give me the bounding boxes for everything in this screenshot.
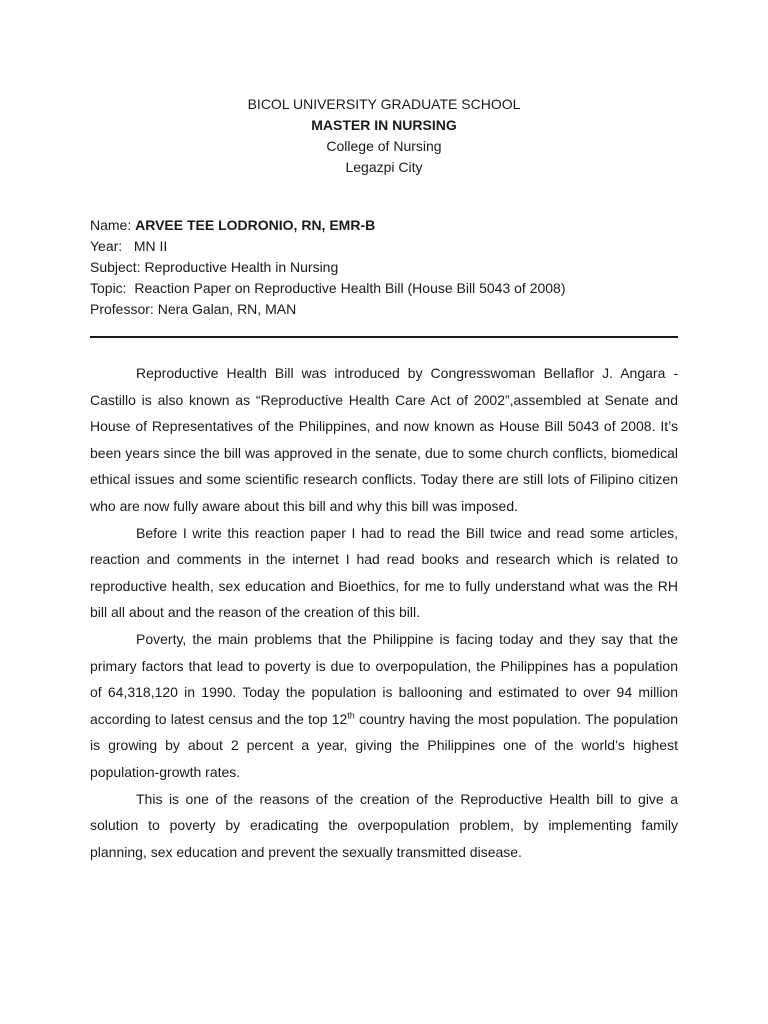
program-title: MASTER IN NURSING (311, 117, 457, 133)
reaction-paper-body (90, 360, 678, 865)
subject-value: Reproductive Health in Nursing (144, 259, 339, 275)
paragraph-3-text-a: Poverty, the main problems that the Philippine is facing today and they say that the primary factors that lead to poverty is due to overpopulation, the Philippines has a population of 64,318,120 in 1990. Today the population is ballooning and estimated to over 94 million according to latest census and the top 12 (90, 630, 678, 727)
professor-value: Nera Galan, RN, MAN (157, 301, 297, 317)
paragraph-2: Before I write this reaction paper I had to read the Bill twice and read some articles, reaction and comments in the internet I had read books and research which is related to reproductive health, sex education and Bioethics, for me to fully understand what was the RH bill all about and the reason of the creation of this bill. (90, 524, 678, 621)
year-value: MN II (133, 238, 168, 254)
document-header (0, 94, 768, 178)
name-row (90, 215, 566, 236)
institution-name: BICOL UNIVERSITY GRADUATE SCHOOL (247, 96, 521, 112)
professor-row (90, 299, 566, 320)
topic-label: Topic: (90, 280, 127, 296)
professor-label: Professor: (90, 301, 154, 317)
college-name: College of Nursing (326, 138, 442, 154)
topic-value: Reaction Paper on Reproductive Health Bill (House Bill 5043 of 2008) (134, 280, 566, 296)
subject-label: Subject: (90, 259, 141, 275)
year-row (90, 236, 566, 257)
horizontal-divider (90, 336, 678, 338)
topic-row (90, 278, 566, 299)
paragraph-3 (90, 626, 678, 786)
ordinal-superscript: th (347, 710, 355, 721)
name-label: Name: (90, 217, 132, 233)
city-name: Legazpi City (345, 159, 423, 175)
paragraph-1: Reproductive Health Bill was introduced by Congresswoman Bellaflor J. Angara -Castillo is also known as “Reproductive Health Care Act of 2002”,assembled at Senate and House of Representatives of the Philippines, and now known as House Bill 5043 of 2008. It’s been years since the bill was approved in the senate, due to some church conflicts, biomedical ethical issues and some scientific research conflicts. Today there are still lots of Filipino citizen who are now fully aware about this bill and why this bill was imposed. (90, 365, 678, 514)
subject-row (90, 257, 566, 278)
paragraph-4: This is one of the reasons of the creation of the Reproductive Health bill to give a solution to poverty by eradicating the overpopulation problem, by implementing family planning, sex education and prevent the sexually transmitted disease. (90, 790, 678, 860)
paragraph-3-text-b: country having the most population. The population is growing by about 2 percent a year, giving the Philippines one of the world’s highest population-growth rates. (90, 710, 679, 780)
name-value: ARVEE TEE LODRONIO, RN, EMR-B (135, 217, 376, 233)
student-info (90, 215, 566, 320)
year-label: Year: (90, 238, 123, 254)
